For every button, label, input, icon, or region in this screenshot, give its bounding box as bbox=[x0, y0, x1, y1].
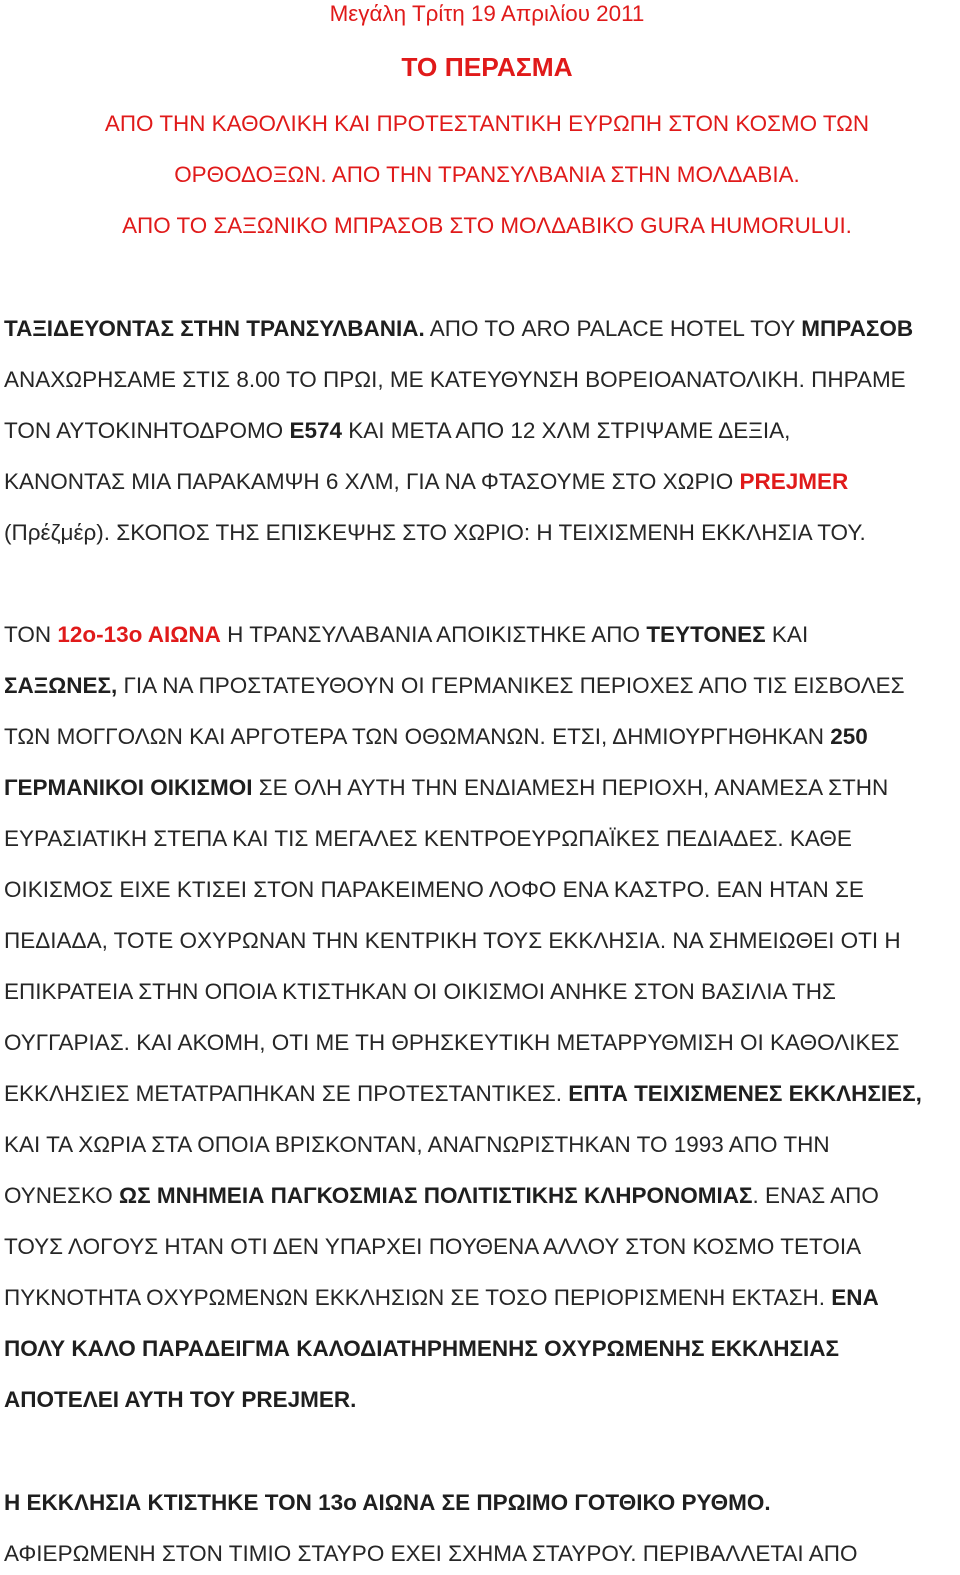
bold-run: ΣΑΞΩΝΕΣ, bbox=[4, 673, 118, 698]
para2-line-4 bbox=[4, 774, 888, 802]
para2-line-14 bbox=[4, 1284, 879, 1312]
para2-line-15: ΠΟΛΥ ΚΑΛΟ ΠΑΡΑΔΕΙΓΜΑ ΚΑΛΟΔΙΑΤΗΡΗΜΕΝΗΣ ΟΧΥΡΩΜΕΝΗΣ ΕΚΚΛΗΣΙΑΣ bbox=[4, 1336, 839, 1361]
para1-line-1 bbox=[4, 315, 913, 343]
subtitle-line-1: ΑΠΟ ΤΗΝ ΚΑΘΟΛΙΚΗ ΚΑΙ ΠΡΟΤΕΣΤΑΝΤΙΚΗ ΕΥΡΩΠΗ ΣΤΟΝ ΚΟΣΜΟ ΤΩΝ bbox=[104, 111, 870, 136]
text-run: ΤΟΝ ΑΥΤΟΚΙΝΗΤΟΔΡΟΜΟ bbox=[4, 418, 290, 443]
bold-run: ΤΕΥΤΟΝΕΣ bbox=[646, 622, 766, 647]
bold-run: ΜΠΡΑΣΟΒ bbox=[801, 316, 914, 341]
document-title: ΤΟ ΠΕΡΑΣΜΑ bbox=[401, 52, 573, 82]
bold-run: Ε574 bbox=[289, 418, 342, 443]
para2-line-6: ΟΙΚΙΣΜΟΣ ΕΙΧΕ ΚΤΙΣΕΙ ΣΤΟΝ ΠΑΡΑΚΕΙΜΕΝΟ ΛΟΦΟ ΕΝΑ ΚΑΣΤΡΟ. ΕΑΝ ΗΤΑΝ ΣΕ bbox=[4, 877, 864, 902]
highlight-run: PREJMER bbox=[739, 469, 849, 494]
para1-line-5: (Πρέζμέρ). ΣΚΟΠΟΣ ΤΗΣ ΕΠΙΣΚΕΨΗΣ ΣΤΟ ΧΩΡΙΟ: Η ΤΕΙΧΙΣΜΕΝΗ ΕΚΚΛΗΣΙΑ ΤΟΥ. bbox=[4, 520, 866, 545]
para2-line-7: ΠΕΔΙΑΔΑ, ΤΟΤΕ ΟΧΥΡΩΝΑΝ ΤΗΝ ΚΕΝΤΡΙΚΗ ΤΟΥΣ ΕΚΚΛΗΣΙΑ. ΝΑ ΣΗΜΕΙΩΘΕΙ ΟΤΙ Η bbox=[4, 928, 901, 953]
para2-line-16: ΑΠΟΤΕΛΕΙ ΑΥΤΗ ΤΟΥ PREJMER. bbox=[4, 1387, 357, 1412]
subtitle-line-3: ΑΠΟ ΤΟ ΣΑΞΩΝΙΚΟ ΜΠΡΑΣΟΒ ΣΤΟ ΜΟΛΔΑΒΙΚΟ GURA HUMORULUI. bbox=[122, 213, 852, 238]
para2-line-11: ΚΑΙ ΤΑ ΧΩΡΙΑ ΣΤΑ ΟΠΟΙΑ ΒΡΙΣΚΟΝΤΑΝ, ΑΝΑΓΝΩΡΙΣΤΗΚΑΝ ΤΟ 1993 ΑΠΟ ΤΗΝ bbox=[4, 1132, 830, 1157]
para2-line-5: ΕΥΡΑΣΙΑΤΙΚΗ ΣΤΕΠΑ ΚΑΙ ΤΙΣ ΜΕΓΑΛΕΣ ΚΕΝΤΡΟΕΥΡΩΠΑΪΚΕΣ ΠΕΔΙΑΔΕΣ. ΚΑΘΕ bbox=[4, 826, 852, 851]
text-run: ΓΙΑ ΝΑ ΠΡΟΣΤΑΤΕΥΘΟΥΝ ΟΙ ΓΕΡΜΑΝΙΚΕΣ ΠΕΡΙΟΧΕΣ ΑΠΟ ΤΙΣ ΕΙΣΒΟΛΕΣ bbox=[117, 673, 905, 698]
date-heading: Μεγάλη Τρίτη 19 Απριλίου 2011 bbox=[329, 1, 645, 26]
bold-run: 250 bbox=[830, 724, 868, 749]
travel-heading: ΤΑΞΙΔΕΥΟΝΤΑΣ ΣΤΗΝ ΤΡΑΝΣΥΛΒΑΝΙΑ. bbox=[4, 316, 425, 341]
text-run: ΠΥΚΝΟΤΗΤΑ ΟΧΥΡΩΜΕΝΩΝ ΕΚΚΛΗΣΙΩΝ ΣΕ ΤΟΣΟ ΠΕΡΙΟΡΙΣΜΕΝΗ ΕΚΤΑΣΗ. bbox=[4, 1285, 832, 1310]
text-run: ΣΕ ΟΛΗ ΑΥΤΗ ΤΗΝ ΕΝΔΙΑΜΕΣΗ ΠΕΡΙΟΧΗ, ΑΝΑΜΕΣΑ ΣΤΗΝ bbox=[252, 775, 889, 800]
para2-line-8: ΕΠΙΚΡΑΤΕΙΑ ΣΤΗΝ ΟΠΟΙΑ ΚΤΙΣΤΗΚΑΝ ΟΙ ΟΙΚΙΣΜΟΙ ΑΝΗΚΕ ΣΤΟΝ ΒΑΣΙΛΙΑ ΤΗΣ bbox=[4, 979, 836, 1004]
para1-line-4 bbox=[4, 468, 848, 496]
para2-line-1 bbox=[4, 621, 808, 649]
subtitle-line-2: ΟΡΘΟΔΟΞΩΝ. ΑΠΟ ΤΗΝ ΤΡΑΝΣΥΛΒΑΝΙΑ ΣΤΗΝ ΜΟΛΔΑΒΙΑ. bbox=[174, 162, 800, 187]
para2-line-12 bbox=[4, 1182, 879, 1210]
text-run: ΕΚΚΛΗΣΙΕΣ ΜΕΤΑΤΡΑΠΗΚΑΝ ΣΕ ΠΡΟΤΕΣΤΑΝΤΙΚΕΣ. bbox=[4, 1081, 569, 1106]
text-run: . ΕΝΑΣ ΑΠΟ bbox=[752, 1183, 879, 1208]
text-run: ΤΩΝ ΜΟΓΓΟΛΩΝ ΚΑΙ ΑΡΓΟΤΕΡΑ ΤΩΝ ΟΘΩΜΑΝΩΝ. ΕΤΣΙ, ΔΗΜΙΟΥΡΓΗΘΗΚΑΝ bbox=[4, 724, 831, 749]
para3-line-2: ΑΦΙΕΡΩΜΕΝΗ ΣΤΟΝ ΤΙΜΙΟ ΣΤΑΥΡΟ ΕΧΕΙ ΣΧΗΜΑ ΣΤΑΥΡΟΥ. ΠΕΡΙΒΑΛΛΕΤΑΙ ΑΠΟ bbox=[4, 1541, 858, 1566]
text-run: ΑΠΟ ΤΟ ARO PALACE HOTEL ΤΟΥ bbox=[424, 316, 802, 341]
para1-line-2: ΑΝΑΧΩΡΗΣΑΜΕ ΣΤΙΣ 8.00 ΤΟ ΠΡΩΙ, ΜΕ ΚΑΤΕΥΘΥΝΣΗ ΒΟΡΕΙΟΑΝΑΤΟΛΙΚΗ. ΠΗΡΑΜΕ bbox=[4, 367, 906, 392]
bold-run: ΓΕΡΜΑΝΙΚΟΙ ΟΙΚΙΣΜΟΙ bbox=[4, 775, 253, 800]
text-run: ΚΑΝΟΝΤΑΣ ΜΙΑ ΠΑΡΑΚΑΜΨΗ 6 ΧΛΜ, ΓΙΑ ΝΑ ΦΤΑΣΟΥΜΕ ΣΤΟ ΧΩΡΙΟ bbox=[4, 469, 740, 494]
bold-run: ΩΣ ΜΝΗΜΕΙΑ ΠΑΓΚΟΣΜΙΑΣ ΠΟΛΙΤΙΣΤΙΚΗΣ ΚΛΗΡΟΝΟΜΙΑΣ bbox=[119, 1183, 753, 1208]
para2-line-9: ΟΥΓΓΑΡΙΑΣ. ΚΑΙ ΑΚΟΜΗ, ΟΤΙ ΜΕ ΤΗ ΘΡΗΣΚΕΥΤΙΚΗ ΜΕΤΑΡΡΥΘΜΙΣΗ ΟΙ ΚΑΘΟΛΙΚΕΣ bbox=[4, 1030, 900, 1055]
text-run: ΚΑΙ ΜΕΤΑ ΑΠΟ 12 ΧΛΜ ΣΤΡΙΨΑΜΕ ΔΕΞΙΑ, bbox=[342, 418, 791, 443]
para2-line-13: ΤΟΥΣ ΛΟΓΟΥΣ ΗΤΑΝ ΟΤΙ ΔΕΝ ΥΠΑΡΧΕΙ ΠΟΥΘΕΝΑ ΑΛΛΟΥ ΣΤΟΝ ΚΟΣΜΟ ΤΕΤΟΙΑ bbox=[4, 1234, 862, 1259]
para2-line-2 bbox=[4, 672, 905, 700]
bold-run: ΕΠΤΑ ΤΕΙΧΙΣΜΕΝΕΣ ΕΚΚΛΗΣΙΕΣ, bbox=[568, 1081, 922, 1106]
highlight-run: 12ο-13ο ΑΙΩΝΑ bbox=[57, 622, 221, 647]
text-run: ΟΥΝΕΣΚΟ bbox=[4, 1183, 120, 1208]
text-run: Η ΤΡΑΝΣΥΛΑΒΑΝΙΑ ΑΠΟΙΚΙΣΤΗΚΕ ΑΠΟ bbox=[220, 622, 647, 647]
text-run: ΤΟΝ bbox=[4, 622, 58, 647]
text-run: ΚΑΙ bbox=[765, 622, 809, 647]
para3-line-1: Η ΕΚΚΛΗΣΙΑ ΚΤΙΣΤΗΚΕ ΤΟΝ 13ο ΑΙΩΝΑ ΣΕ ΠΡΩΙΜΟ ΓΟΤΘΙΚΟ ΡΥΘΜΟ. bbox=[4, 1490, 771, 1515]
para2-line-3 bbox=[4, 723, 868, 751]
para2-line-10 bbox=[4, 1080, 922, 1108]
para1-line-3 bbox=[4, 417, 790, 445]
bold-run: ΕΝΑ bbox=[831, 1285, 879, 1310]
